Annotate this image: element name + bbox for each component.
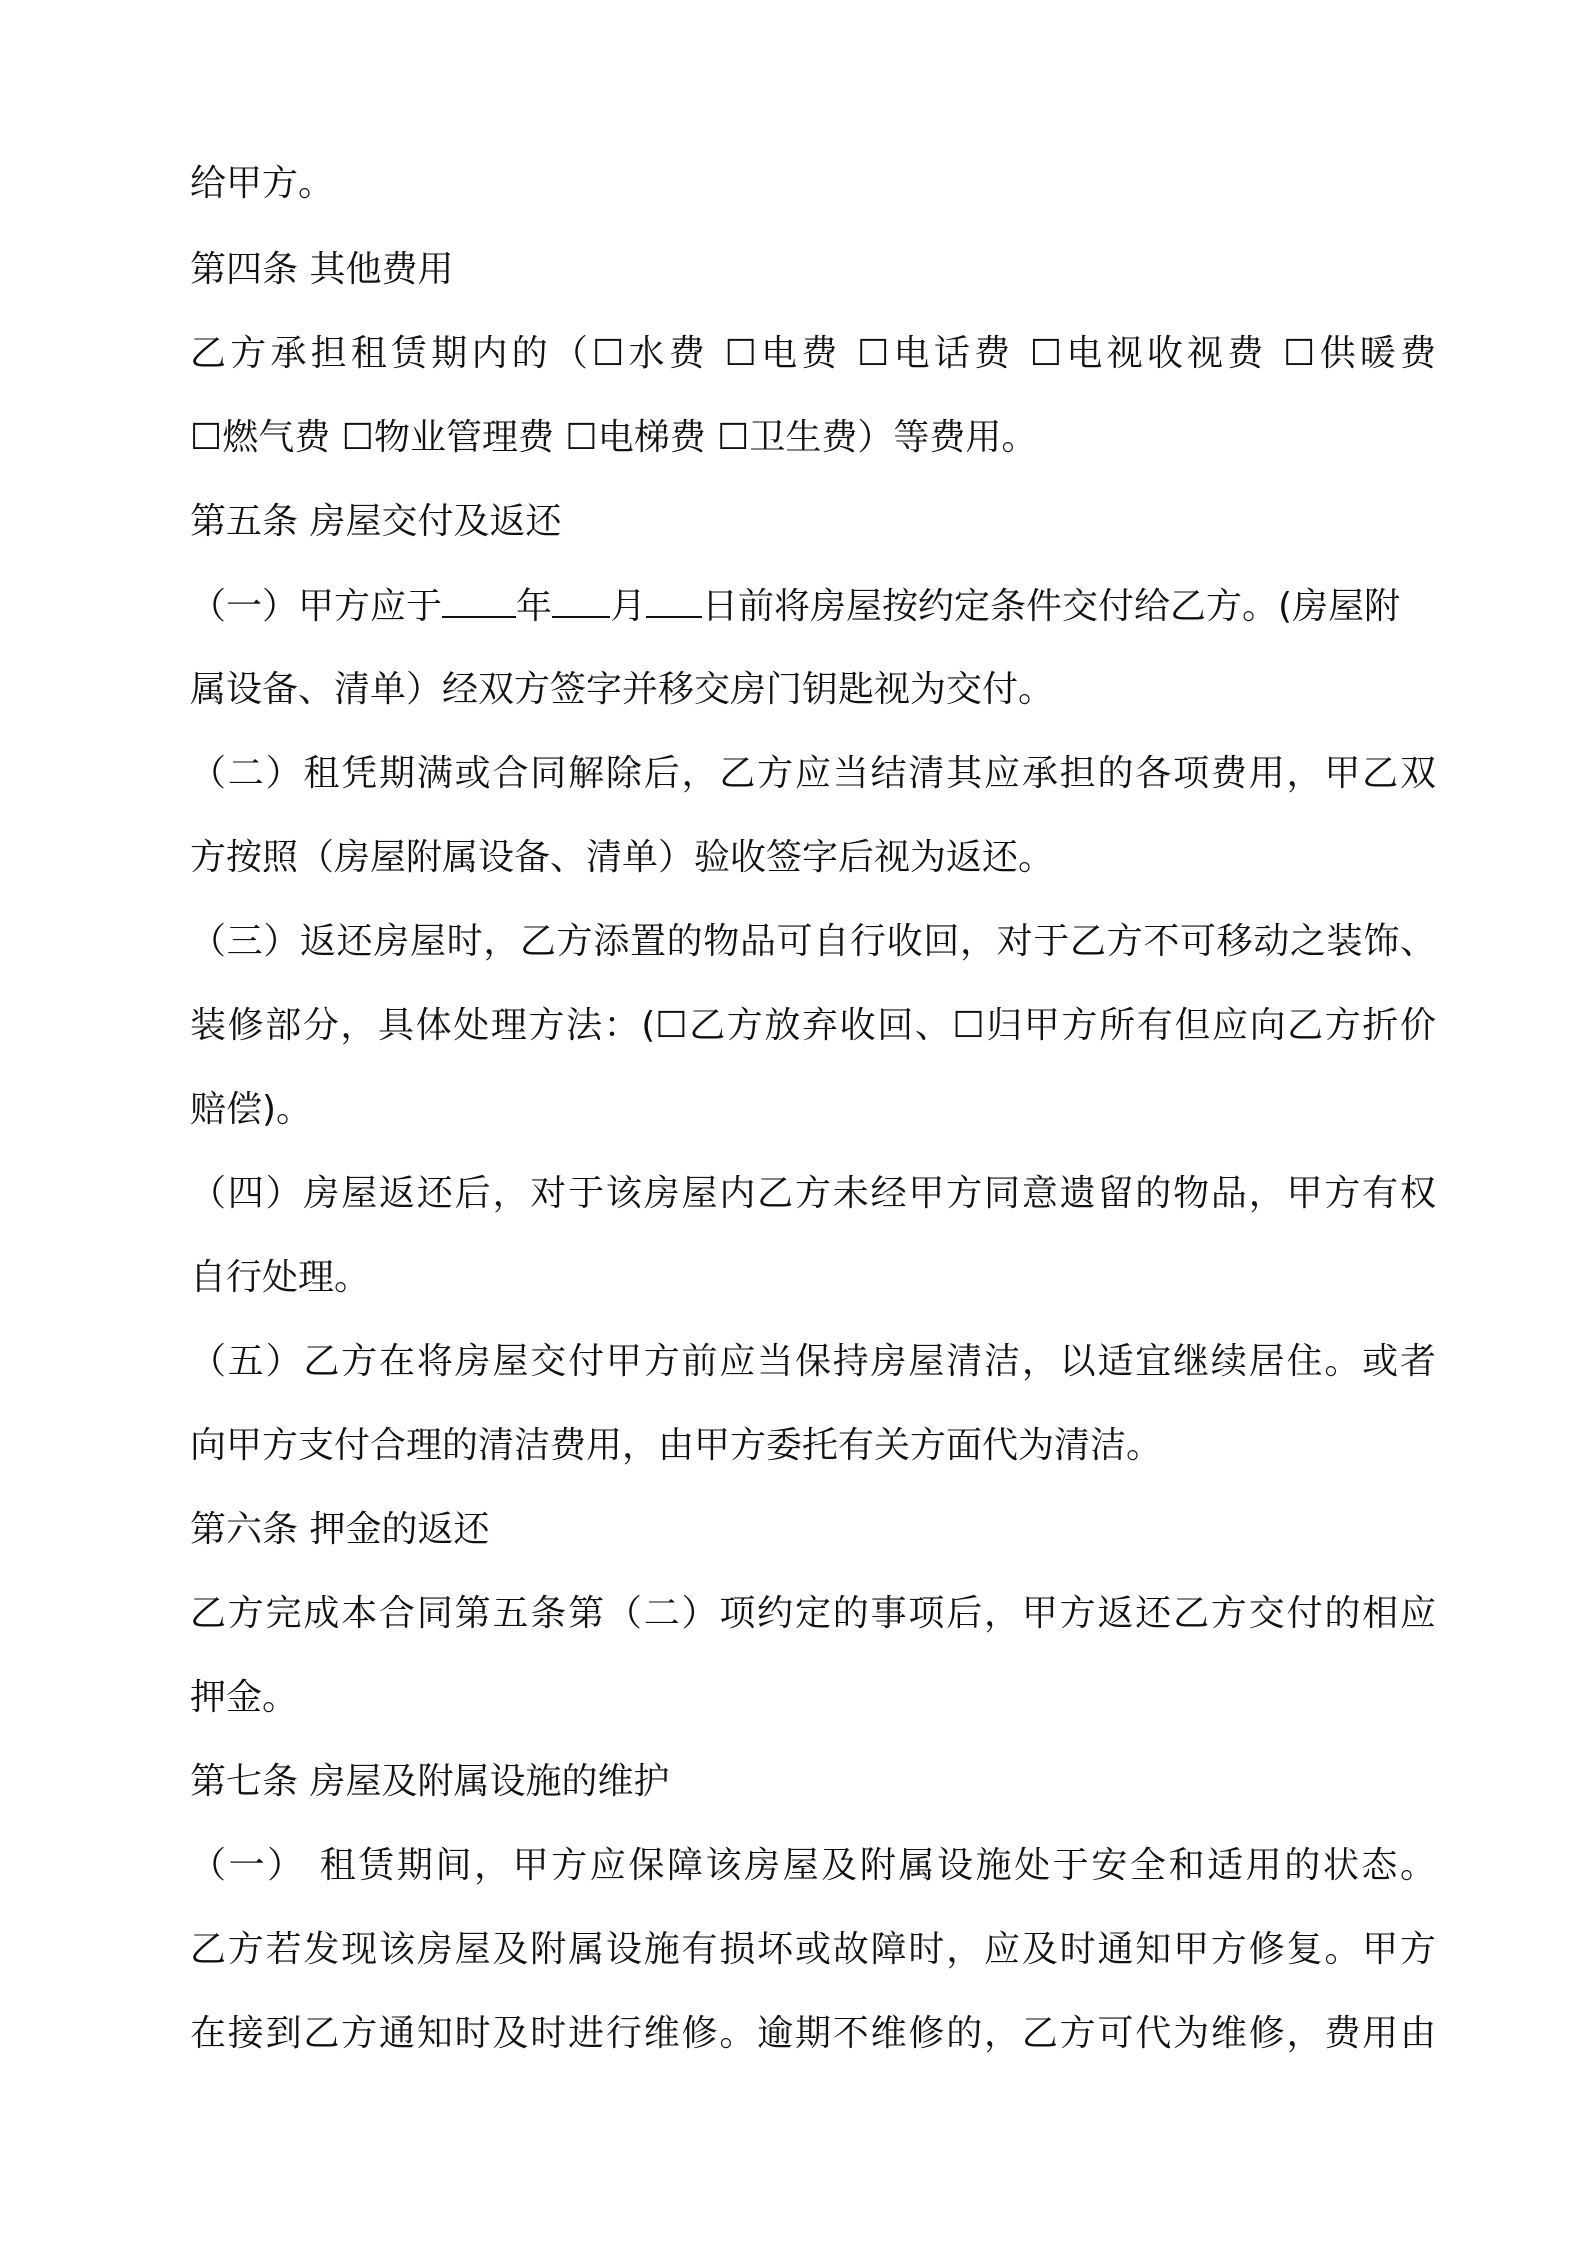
paragraph-line: 乙方完成本合同第五条第（二）项约定的事项后，甲方返还乙方交付的相应 [190,1593,1436,1634]
paragraph-line: （三）返还房屋时，乙方添置的物品可自行收回，对于乙方不可移动之装饰、 [190,921,1436,962]
paragraph-line: 装修部分，具体处理方法：(☐乙方放弃收回、☐归甲方所有但应向乙方折价 [190,1005,1436,1046]
paragraph-line: 属设备、清单）经双方签字并移交房门钥匙视为交付。 [190,669,1055,710]
paragraph-line: （一） 租赁期间，甲方应保障该房屋及附属设施处于安全和适用的状态。 [190,1845,1436,1886]
delivery-text-suffix: 日前将房屋按约定条件交付给乙方。(房屋附 [702,586,1401,627]
delivery-text-prefix: （一）甲方应于 [190,586,443,627]
month-blank [552,582,610,618]
year-label: 年 [516,586,553,627]
paragraph-line: 乙方若发现该房屋及附属设施有损坏或故障时，应及时通知甲方修复。甲方 [190,1929,1436,1970]
delivery-date-line [190,582,1400,631]
paragraph-line: 在接到乙方通知时及时进行维修。逾期不维修的，乙方可代为维修，费用由 [190,2013,1436,2054]
article-heading: 第六条 押金的返还 [190,1509,490,1550]
paragraph-line: （二）租凭期满或合同解除后，乙方应当结清其应承担的各项费用，甲乙双 [190,753,1436,794]
article-heading: 第五条 房屋交付及返还 [190,501,562,542]
article-heading: 第四条 其他费用 [190,249,454,290]
paragraph-line: 押金。 [190,1677,299,1718]
paragraph-line: 向甲方支付合理的清洁费用，由甲方委托有关方面代为清洁。 [190,1425,1163,1466]
paragraph-line: （五）乙方在将房屋交付甲方前应当保持房屋清洁，以适宜继续居住。或者 [190,1341,1436,1382]
month-label: 月 [610,586,647,627]
paragraph-line: 自行处理。 [190,1257,371,1298]
article-heading: 第七条 房屋及附属设施的维护 [190,1761,670,1802]
paragraph-line: （四）房屋返还后，对于该房屋内乙方未经甲方同意遗留的物品，甲方有权 [190,1173,1436,1214]
paragraph-line: ☐燃气费 ☐物业管理费 ☐电梯费 ☐卫生费）等费用。 [190,417,1038,458]
paragraph-line: 方按照（房屋附属设备、清单）验收签字后视为返还。 [190,837,1055,878]
paragraph-line: 赔偿)。 [190,1089,313,1130]
day-blank [646,582,702,618]
year-blank [442,582,516,618]
paragraph-line: 乙方承担租赁期内的（☐水费 ☐电费 ☐电话费 ☐电视收视费 ☐供暖费 [190,333,1436,374]
paragraph-line: 给甲方。 [190,163,335,204]
